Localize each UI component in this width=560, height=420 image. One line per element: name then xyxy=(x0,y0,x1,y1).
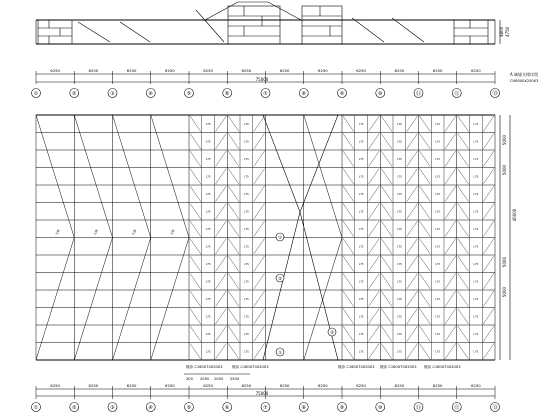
svg-text:①: ① xyxy=(33,405,39,411)
svg-text:④: ④ xyxy=(148,91,153,97)
tie-label: L75 xyxy=(435,315,440,319)
tie-label: L75 xyxy=(244,210,249,214)
bottom-axis-5 xyxy=(185,403,194,412)
tie-label: L75 xyxy=(435,175,440,179)
tie-label: L75 xyxy=(473,140,479,144)
bay-dimension: 6250 xyxy=(318,383,328,388)
svg-text:⑧: ⑧ xyxy=(301,91,306,97)
top-axis-10 xyxy=(376,89,385,98)
brace-label: 支撑 xyxy=(169,228,176,236)
top-axis-11 xyxy=(414,89,423,98)
svg-text:5000: 5000 xyxy=(502,164,507,176)
svg-text:①: ① xyxy=(277,351,283,356)
tie-label: L75 xyxy=(435,140,440,144)
tie-label: L75 xyxy=(435,280,440,284)
svg-text:②: ② xyxy=(72,405,77,411)
tie-label: L75 xyxy=(473,192,479,196)
tie-label: L75 xyxy=(358,350,364,354)
bottom-dimension-row xyxy=(36,383,495,399)
tie-label: L75 xyxy=(205,280,211,284)
tie-label: L75 xyxy=(244,175,249,179)
tie-label: L75 xyxy=(397,332,402,336)
bay-dimension: 6250 xyxy=(318,68,328,73)
bay-dimension: 6250 xyxy=(471,383,481,388)
purlin-tag-2: 檩条 C160X70X20X3 xyxy=(232,365,269,369)
bay-dimension: 6250 xyxy=(241,383,252,388)
callout-4 xyxy=(276,348,284,356)
bottom-axis-12 xyxy=(452,403,461,412)
roof-plan xyxy=(36,115,517,369)
tie-label: L75 xyxy=(244,227,249,231)
tie-label: L75 xyxy=(244,280,249,284)
bay-dimension: 6250 xyxy=(50,68,60,73)
tie-label: L75 xyxy=(397,157,402,161)
tie-label: L75 xyxy=(397,175,402,179)
tie-label: L75 xyxy=(244,122,249,126)
top-axis-row xyxy=(32,89,500,98)
svg-text:5000: 5000 xyxy=(502,256,507,268)
bay-dimension: 6250 xyxy=(394,68,405,73)
svg-text:2050: 2050 xyxy=(214,377,224,381)
top-axis-2 xyxy=(70,89,79,98)
bay-dimension: 6250 xyxy=(203,383,213,388)
tie-label: L75 xyxy=(205,227,211,231)
tie-label: L75 xyxy=(358,245,364,249)
tie-label: L75 xyxy=(244,157,249,161)
tie-label: L75 xyxy=(358,297,364,301)
tie-label: L75 xyxy=(397,122,402,126)
top-axis-8 xyxy=(299,89,308,98)
svg-text:⑬: ⑬ xyxy=(492,91,498,97)
svg-text:⑪: ⑪ xyxy=(415,405,422,411)
tie-label: L75 xyxy=(244,350,249,354)
bay-dimension: 6250 xyxy=(356,383,366,388)
bay-dimension: 6250 xyxy=(394,383,405,388)
tie-label: L75 xyxy=(473,332,479,336)
bay-dimension: 6250 xyxy=(165,383,175,388)
svg-text:⑥: ⑥ xyxy=(225,91,230,97)
bottom-axis-4 xyxy=(146,403,155,412)
bottom-axis-9 xyxy=(338,403,347,412)
bottom-axis-3 xyxy=(108,403,117,412)
tie-label: L75 xyxy=(205,297,211,301)
tie-label: L75 xyxy=(397,262,402,266)
tie-label: L75 xyxy=(205,315,211,319)
tie-label: L75 xyxy=(435,350,440,354)
purlin-tag-1: 檩条 C160X70X20X3 xyxy=(186,365,223,369)
top-total-dimension: 75000 xyxy=(255,77,269,82)
brace-label: 支撑 xyxy=(54,228,61,236)
tie-label: L75 xyxy=(244,315,249,319)
svg-text:④: ④ xyxy=(148,405,153,411)
svg-text:⑩: ⑩ xyxy=(378,91,383,97)
tie-label: L75 xyxy=(358,140,364,144)
bay-dimension: 6250 xyxy=(279,383,290,388)
svg-text:⑦: ⑦ xyxy=(263,405,268,411)
tie-label: L75 xyxy=(397,227,402,231)
tie-label: L75 xyxy=(358,122,364,126)
tie-label: L75 xyxy=(397,280,402,284)
tie-label: L75 xyxy=(205,350,211,354)
brick-panel-far-right xyxy=(454,20,488,44)
elevation-dim-2: 4750 xyxy=(505,26,510,37)
tie-label: L75 xyxy=(397,192,402,196)
tie-label: L75 xyxy=(244,297,249,301)
tie-label: L75 xyxy=(205,122,211,126)
tie-label: L75 xyxy=(244,332,249,336)
tie-label: L75 xyxy=(397,315,402,319)
tie-label: L75 xyxy=(397,245,402,249)
brace-label: 支撑 xyxy=(92,228,99,236)
tie-label: L75 xyxy=(473,280,479,284)
svg-text:②: ② xyxy=(277,277,283,282)
tie-label: L75 xyxy=(244,262,249,266)
tie-label: L75 xyxy=(205,175,211,179)
purlin-tag-4: 檩条 C160X70X20X3 xyxy=(380,365,417,369)
tie-label: L75 xyxy=(205,192,211,196)
tie-label: L75 xyxy=(244,192,249,196)
bay-dimension: 6250 xyxy=(471,68,481,73)
svg-text:⑦: ⑦ xyxy=(263,91,268,97)
bay-dimension: 6250 xyxy=(88,383,99,388)
svg-text:⑥: ⑥ xyxy=(225,405,230,411)
section-spec: CH8000X250X3 xyxy=(510,79,539,83)
svg-text:①: ① xyxy=(33,91,39,97)
tie-label: L75 xyxy=(473,262,479,266)
tie-label: L75 xyxy=(473,122,479,126)
bay-dimension: 6250 xyxy=(126,383,137,388)
tie-label: L75 xyxy=(473,315,479,319)
tie-label: L75 xyxy=(358,175,364,179)
tie-label: L75 xyxy=(205,262,211,266)
svg-text:⑫: ⑫ xyxy=(454,91,460,97)
bay-dimension: 6250 xyxy=(432,383,443,388)
tie-label: L75 xyxy=(435,262,440,266)
purlin-tag-5: 檩条 C160X70X20X3 xyxy=(424,365,461,369)
svg-text:300: 300 xyxy=(186,377,193,381)
brick-panel-center xyxy=(228,6,280,44)
tie-label: L75 xyxy=(244,245,249,249)
tie-label: L75 xyxy=(358,315,364,319)
tie-label: L75 xyxy=(205,332,211,336)
tie-label: L75 xyxy=(473,227,479,231)
tie-label: L75 xyxy=(397,210,402,214)
top-axis-4 xyxy=(146,89,155,98)
top-axis-13 xyxy=(491,89,500,98)
brace-label: 支撑 xyxy=(130,228,138,236)
svg-text:③: ③ xyxy=(329,331,335,336)
brick-panel-right xyxy=(302,6,342,44)
tie-label: L75 xyxy=(435,122,440,126)
bottom-axis-6 xyxy=(223,403,232,412)
tie-label: L75 xyxy=(435,227,440,231)
bay-dimension: 6250 xyxy=(165,68,175,73)
tie-label: L75 xyxy=(244,140,249,144)
svg-text:2500: 2500 xyxy=(230,377,240,381)
tie-label: L75 xyxy=(397,350,402,354)
callout-3 xyxy=(328,328,336,336)
svg-text:5000: 5000 xyxy=(502,286,507,298)
bottom-axis-11 xyxy=(414,403,423,412)
top-dimension-row xyxy=(36,68,538,84)
tie-label: L75 xyxy=(435,297,440,301)
bay-dimension: 6250 xyxy=(126,68,137,73)
elevation-dim-1: 4800 xyxy=(499,26,504,37)
purlin-tag-3: 檩条 C160X70X20X3 xyxy=(338,365,375,369)
top-axis-9 xyxy=(338,89,347,98)
brick-panel-left xyxy=(38,20,72,44)
bottom-axis-8 xyxy=(299,403,308,412)
svg-text:40000: 40000 xyxy=(512,208,517,222)
bay-dimension: 6250 xyxy=(241,68,252,73)
bay-dimension: 6250 xyxy=(279,68,290,73)
tie-label: L75 xyxy=(473,350,479,354)
tie-label: L75 xyxy=(358,262,364,266)
svg-text:⑨: ⑨ xyxy=(339,405,345,411)
tie-label: L75 xyxy=(205,245,211,249)
svg-text:⑧: ⑧ xyxy=(301,405,306,411)
tie-label: L75 xyxy=(473,245,479,249)
bottom-axis-13 xyxy=(491,403,500,412)
tie-label: L75 xyxy=(397,140,402,144)
svg-text:5000: 5000 xyxy=(502,134,507,146)
tie-label: L75 xyxy=(435,192,440,196)
tie-label: L75 xyxy=(358,332,364,336)
bottom-axis-10 xyxy=(376,403,385,412)
svg-text:③: ③ xyxy=(110,91,115,97)
tie-label: L75 xyxy=(473,210,479,214)
svg-text:2050: 2050 xyxy=(200,377,210,381)
bottom-detail-dims xyxy=(184,374,250,381)
bottom-axis-1 xyxy=(32,403,41,412)
tie-label: L75 xyxy=(397,297,402,301)
tie-label: L75 xyxy=(435,245,440,249)
svg-text:①: ① xyxy=(277,236,283,241)
elevation-strip xyxy=(36,2,510,44)
bay-dimension: 6250 xyxy=(88,68,99,73)
bottom-total-dimension: 75000 xyxy=(255,391,269,396)
bottom-axis-7 xyxy=(261,403,270,412)
svg-text:③: ③ xyxy=(110,405,115,411)
svg-text:⑩: ⑩ xyxy=(378,405,383,411)
top-axis-1 xyxy=(32,89,41,98)
tie-label: L75 xyxy=(358,192,364,196)
top-axis-3 xyxy=(108,89,117,98)
purlin-tags xyxy=(186,364,461,369)
tie-label: L75 xyxy=(205,210,211,214)
section-label: A 端墙支撑详图 xyxy=(510,72,539,77)
top-axis-5 xyxy=(185,89,194,98)
tie-label: L75 xyxy=(358,210,364,214)
svg-text:⑨: ⑨ xyxy=(339,91,345,97)
callout-2 xyxy=(276,274,284,282)
tie-label: L75 xyxy=(473,175,479,179)
tie-label: L75 xyxy=(435,210,440,214)
bay-dimension: 6250 xyxy=(50,383,60,388)
bottom-axis-2 xyxy=(70,403,79,412)
svg-text:②: ② xyxy=(72,91,77,97)
svg-text:⑤: ⑤ xyxy=(186,405,192,411)
bay-dimension: 6250 xyxy=(432,68,443,73)
tie-label: L75 xyxy=(205,140,211,144)
svg-text:⑪: ⑪ xyxy=(415,91,422,97)
top-axis-6 xyxy=(223,89,232,98)
svg-text:⑫: ⑫ xyxy=(454,405,460,411)
tie-label: L75 xyxy=(358,227,364,231)
bay-dimension: 6250 xyxy=(356,68,366,73)
top-axis-12 xyxy=(452,89,461,98)
tie-label: L75 xyxy=(435,332,440,336)
tie-label: L75 xyxy=(473,157,479,161)
tie-label: L75 xyxy=(473,297,479,301)
callout-1 xyxy=(276,233,284,241)
tie-label: L75 xyxy=(358,280,364,284)
tie-label: L75 xyxy=(358,157,364,161)
svg-text:⑬: ⑬ xyxy=(492,405,498,411)
tie-label: L75 xyxy=(205,157,211,161)
svg-text:⑤: ⑤ xyxy=(186,91,192,97)
bottom-axis-row xyxy=(32,403,500,412)
top-axis-7 xyxy=(261,89,270,98)
tie-label: L75 xyxy=(435,157,440,161)
bay-dimension: 6250 xyxy=(203,68,213,73)
right-dimensions xyxy=(500,115,517,360)
